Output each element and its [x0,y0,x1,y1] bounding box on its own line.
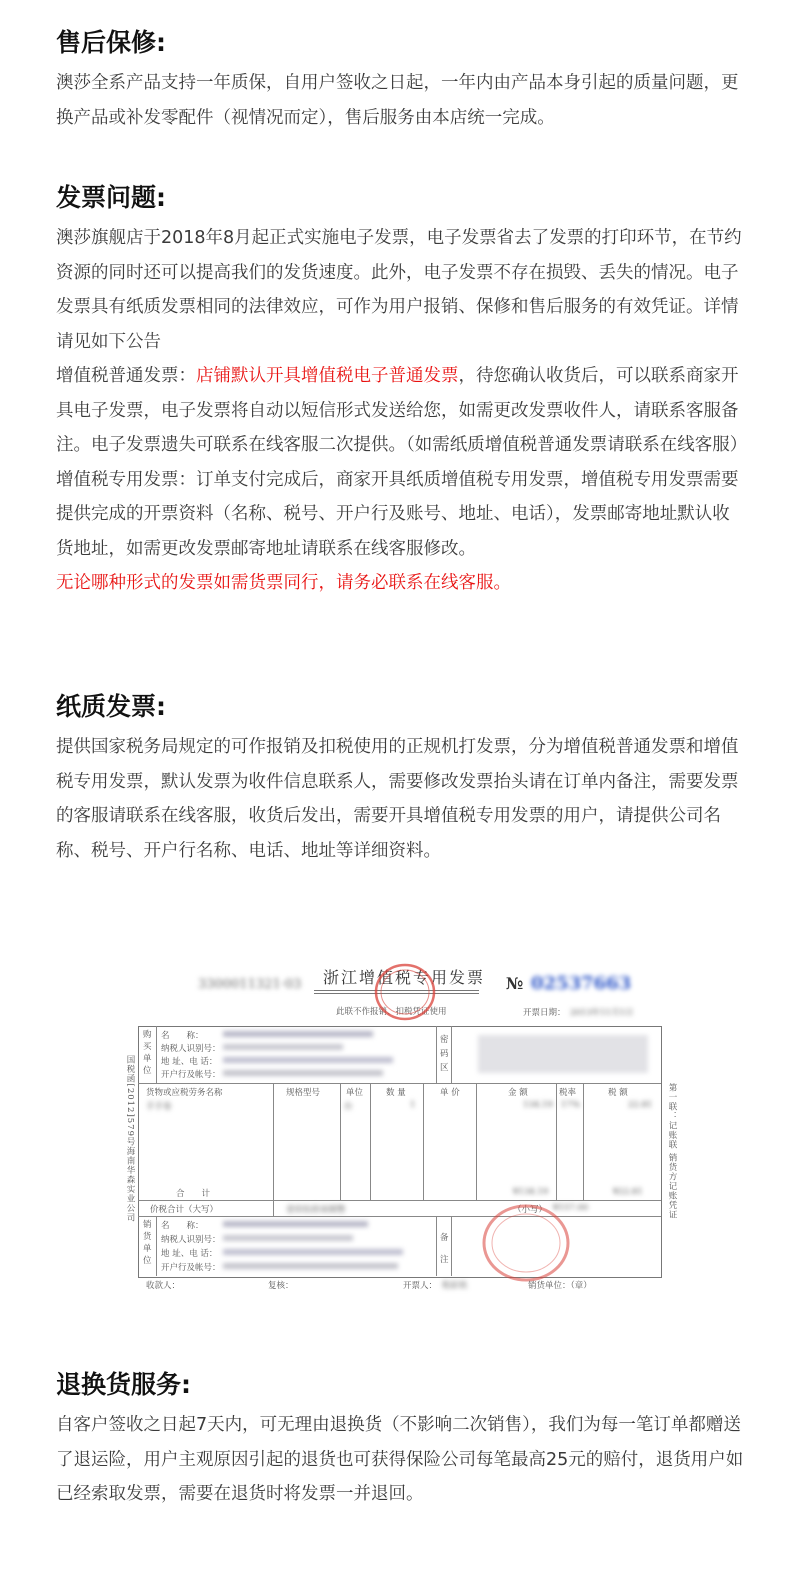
col-goods: 货物或应税劳务名称 [146,1088,223,1098]
seller-label-1: 名 称： [161,1221,204,1231]
col-unit: 单位 [346,1088,364,1098]
invoice-code: 3300011321·03 [198,977,302,992]
invoice-sample-image [118,955,686,1295]
invoice-no-value: 02537663 [531,973,632,994]
right-margin-note: 第一联：记账联 销货方记账凭证 [667,1083,677,1220]
invoice-no-label: № [506,974,524,993]
row-amount: 134.19 [523,1100,553,1110]
total-label: 价税合计（大写） [150,1205,219,1215]
buyer-label-2: 纳税人识别号： [161,1044,221,1054]
paper-invoice-body: 提供国家税务局规定的可作报销及扣税使用的正规机打发票，分为增值税普通发票和增值税专用发票，默认发票为收件信息联系人，需要修改发票抬头请在订单内备注，需要发票的客服请联系在线客服，收货后发出，需要开具增值税专用发票的用户，请提供公司名称、税号、开户行名称、电话、地址等详细资料。 [56,737,739,861]
stamp-icon [374,961,436,1023]
seller-label-4: 开户行及帐号： [161,1263,221,1273]
buyer-label-4: 开户行及帐号： [161,1070,221,1080]
normal-invoice-label: 增值税普通发票： [56,366,196,386]
footer-seller-seal: 销货单位：（章） [528,1281,592,1291]
invoice-title: 浙江增值税专用发票 [323,968,486,987]
footer-issuer-name: 程彩铁 [442,1281,468,1291]
returns-section [56,1370,746,1512]
returns-title: 退换货服务: [56,1370,191,1399]
warranty-body: 澳莎全系产品支持一年质保，自用户签收之日起，一年内由产品本身引起的质量问题，更换产品或补发零配件（视情况而定），售后服务由本店统一完成。 [56,73,739,128]
buyer-side-label: 购买单位 [143,1030,152,1076]
col-amount: 金 额 [508,1088,528,1098]
row-tax: 22.81 [628,1100,653,1110]
invoice-title: 发票问题: [56,183,166,212]
col-price: 单 价 [440,1088,460,1098]
paper-invoice-title: 纸质发票: [56,692,166,721]
invoice-section [56,183,746,601]
col-tax: 税 额 [608,1088,628,1098]
total-words: 壹佰伍拾柒圆整 [286,1205,346,1215]
row-goods: 手手卷 [146,1102,172,1112]
total-small-value: ¥157.00 [553,1203,589,1213]
row-rate: 17% [561,1100,580,1110]
invoice-paragraph-1: 澳莎旗舰店于2018年8月起正式实施电子发票，电子发票省去了发票的打印环节，在节约资源的同时还可以提高我们的发货速度。此外，电子发票不存在损毁、丢失的情况。电子发票具有纸质发票相同的法律效应，可作为用户报销、保修和售后服务的有效凭证。详情请见如下公告 [56,228,742,352]
invoice-date: 2013年11月1日 [570,1008,634,1018]
seller-label-2: 纳税人识别号： [161,1235,221,1245]
buyer-label-3: 地 址、电 话： [161,1057,218,1067]
left-margin-note: 国税函[2012]579号海南华森实业公司 [125,1055,135,1223]
sum-label: 合 计 [176,1189,211,1199]
normal-invoice-highlight: 店铺默认开具增值税电子普通发票 [196,366,459,386]
total-small-label: （小写） [513,1205,548,1215]
paper-invoice-section [56,692,746,868]
warranty-title: 售后保修: [56,28,166,57]
seller-label-3: 地 址、电 话： [161,1249,218,1259]
footer-payee: 收款人： [146,1281,181,1291]
invoice-date-label: 开票日期： [523,1008,566,1018]
row-qty: 1 [410,1100,416,1110]
col-rate: 税率 [559,1088,577,1098]
invoice-paragraph-2 [56,359,746,463]
buyer-label-1: 名 称： [161,1031,204,1041]
returns-body: 自客户签收之日起7天内，可无理由退换货（不影响二次销售），我们为每一笔订单都赠送了退运险，用户主观原因引起的退货也可获得保险公司每笔最高25元的赔付，退货用户如已经索取发票，需要在退货时将发票一并退回。 [56,1415,744,1504]
invoice-note: 此联不作报销、扣税凭证使用 [336,1007,447,1017]
seal-icon [480,1202,572,1284]
password-area-label: 密码区 [440,1035,449,1073]
col-qty: 数 量 [386,1088,406,1098]
footer-reviewer: 复核： [268,1281,294,1291]
warranty-section [56,28,746,135]
invoice-paragraph-3: 增值税专用发票：订单支付完成后，商家开具纸质增值税专用发票，增值税专用发票需要提供完成的开票资料（名称、税号、开户行及账号、地址、电话），发票邮寄地址默认收货地址，如需更改发票邮寄地址请联系在线客服修改。 [56,469,739,559]
footer-issuer: 开票人： [403,1281,438,1291]
row-unit: 台 [344,1102,353,1112]
remark-label: 备注 [440,1233,449,1265]
invoice-warning: 无论哪种形式的发票如需货票同行，请务必联系在线客服。 [56,573,511,593]
sum-tax: ¥22.81 [613,1187,643,1197]
normal-invoice-text: ，待您确认收货后，可以联系商家开具电子发票，电子发票将自动以短信形式发送给您，如需更改发票收件人，请联系客服备注。电子发票遗失可联系在线客服二次提供。（如需纸质增值税普通发票请联系在线客服） [56,366,748,455]
sum-amount: ¥134.19 [513,1187,549,1197]
seller-side-label: 销货单位 [143,1220,152,1266]
col-spec: 规格型号 [286,1088,321,1098]
